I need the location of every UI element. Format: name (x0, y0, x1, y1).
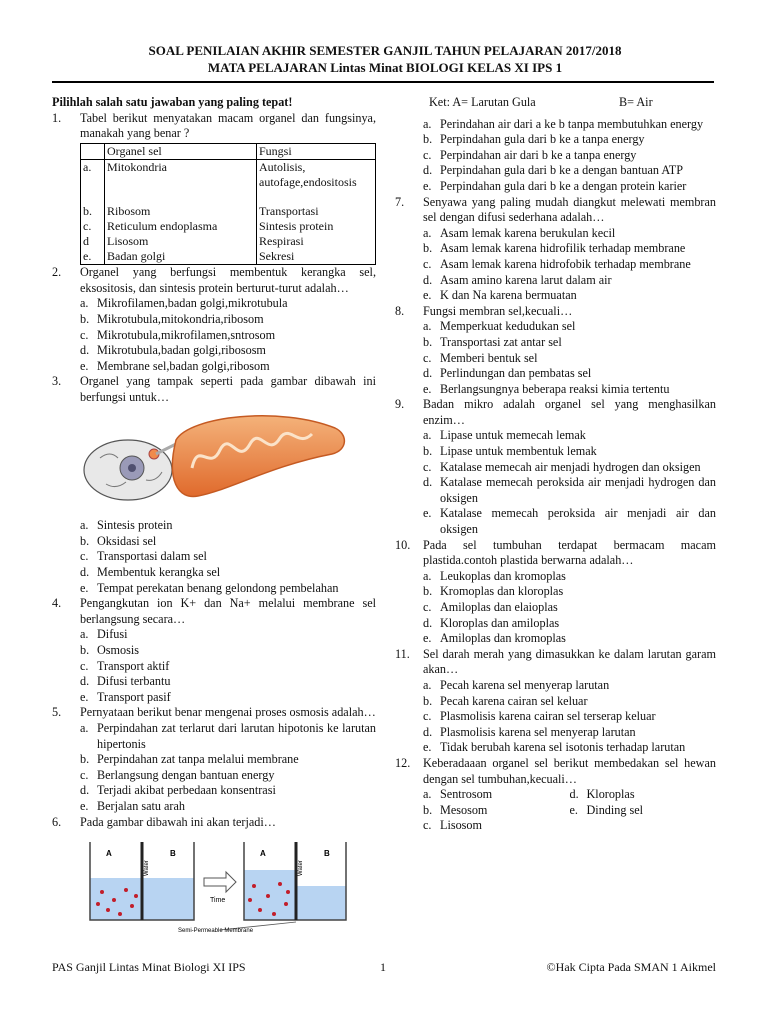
option-text: Berjalan satu arah (97, 798, 185, 813)
table-cell (81, 143, 105, 159)
solute-dot (106, 908, 110, 912)
question-text: Organel yang berfungsi membentuk kerangka sel, eksositosis, dan sintesis protein berturut-turut adalah… (80, 265, 376, 295)
option-letter: c. (80, 658, 89, 673)
option-text: Memperkuat kedudukan sel (440, 319, 576, 334)
table-header-fungsi: Fungsi (257, 143, 376, 159)
option-text: Mikrofilamen,badan golgi,mikrotubula (97, 296, 288, 311)
option-letter: c. (80, 327, 89, 342)
question-text: Pada sel tumbuhan terdapat bermacam macam plastida.contoh plastida berwarna adalah… (423, 537, 716, 568)
question-text: Keberadaaan organel sel berikut membedakan sel hewan dengan sel tumbuhan,kecuali… (423, 755, 716, 786)
table-row (81, 204, 376, 219)
option-text: Asam amino karena larut dalam air (440, 272, 612, 287)
document-header (40, 42, 730, 76)
solute-dot (252, 884, 256, 888)
option-c (395, 148, 716, 164)
option-text: Tempat perekatan benang gelondong pembelahan (97, 580, 339, 595)
table-cell: Autolisis, autofage,endositosis (257, 159, 376, 204)
option-letter: a. (80, 627, 89, 642)
option-a (395, 117, 716, 133)
option-letter: e. (423, 631, 432, 646)
option-a (52, 518, 376, 534)
option-letter: d. (423, 163, 433, 178)
option-a (423, 787, 570, 803)
option-e (395, 506, 716, 537)
solute-dot (278, 882, 282, 886)
question-4 (52, 596, 376, 627)
question-text: Fungsi membran sel,kecuali… (423, 303, 573, 318)
option-letter: c. (80, 767, 89, 782)
option-d (395, 616, 716, 632)
solute-dot (124, 888, 128, 892)
question-text: Badan mikro adalah organel sel yang menghasilkan enzim… (423, 397, 716, 427)
header-title: SOAL PENILAIAN AKHIR SEMESTER GANJIL TAHUN PELAJARAN 2017/2018 (148, 43, 622, 58)
option-c (52, 768, 376, 784)
question-text: Pengangkutan ion K+ dan Na+ melalui membrane sel berlangsung secara… (80, 596, 376, 626)
table-cell: Transportasi (257, 204, 376, 219)
option-e (52, 359, 376, 375)
option-b (395, 335, 716, 351)
water-fill-right-a (244, 870, 296, 920)
option-text: Amiloplas dan elaioplas (440, 600, 558, 614)
table-cell: Ribosom (105, 204, 257, 219)
solute-dot (248, 898, 252, 902)
option-text: Perpindahan gula dari b ke a dengan bantuan ATP (440, 163, 684, 178)
option-d (52, 674, 376, 690)
option-letter: a. (423, 225, 432, 240)
option-letter: a. (80, 296, 89, 311)
option-letter: e. (423, 288, 432, 303)
option-text: Membrane sel,badan golgi,ribosom (97, 358, 270, 373)
question-number: 1. (52, 110, 62, 125)
option-letter: b. (80, 533, 90, 548)
option-text: Mikrotubula,mikrofilamen,sntrosom (97, 327, 276, 342)
table-cell: d (81, 234, 105, 249)
solute-dot (266, 894, 270, 898)
question-7 (395, 195, 716, 226)
option-e (395, 288, 716, 304)
option-a (395, 678, 716, 694)
table-cell: Badan golgi (105, 249, 257, 265)
option-letter: a. (80, 518, 89, 533)
option-text: Perpindahan gula dari b ke a tanpa energy (440, 132, 645, 147)
question-text: Sel darah merah yang dimasukkan ke dalam larutan garam akan… (423, 646, 716, 677)
option-e (52, 690, 376, 706)
water-label-right: Water (298, 860, 304, 877)
option-c (395, 460, 716, 476)
option-letter: b. (423, 132, 433, 147)
option-text: Membentuk kerangka sel (97, 565, 221, 579)
option-letter: b. (423, 241, 433, 256)
option-letter: d. (423, 366, 433, 381)
question-11 (395, 647, 716, 678)
option-b (395, 444, 716, 460)
option-d (52, 783, 376, 799)
option-text: Mikrotubula,mitokondria,ribosom (97, 312, 264, 327)
option-letter: d. (80, 343, 90, 358)
option-letter: e. (423, 740, 432, 755)
option-text: Lipase untuk memecah lemak (440, 428, 586, 443)
option-text: Tidak berubah karena sel isotonis terhadap larutan (440, 740, 686, 755)
question-number: 4. (52, 596, 62, 611)
solute-dot (112, 898, 116, 902)
organel-table (80, 143, 376, 266)
question-number: 11. (395, 646, 410, 661)
option-b (52, 534, 376, 550)
option-letter: d. (80, 565, 90, 579)
option-row (395, 803, 716, 819)
option-text: Berlangsung dengan bantuan energy (97, 767, 275, 782)
question-3 (52, 374, 376, 405)
option-text: Oksidasi sel (97, 533, 157, 548)
question-text: Pada gambar dibawah ini akan terjadi… (80, 814, 276, 829)
option-letter: e. (423, 381, 432, 396)
nucleolus (128, 464, 136, 472)
option-c (395, 351, 716, 367)
solute-dot (96, 902, 100, 906)
option-d (395, 366, 716, 382)
option-text: Perindahan air dari a ke b tanpa membutuhkan energy (440, 116, 704, 131)
option-letter: b. (423, 584, 433, 599)
option-letter: e. (569, 802, 578, 817)
option-b (395, 694, 716, 710)
question-5 (52, 705, 376, 721)
question-number: 8. (395, 303, 405, 318)
option-b (52, 752, 376, 768)
footer-copyright: ©Hak Cipta Pada SMAN 1 Aikmel (546, 960, 716, 974)
option-letter: d. (569, 787, 579, 802)
option-text: Lisosom (440, 818, 482, 833)
option-letter: e. (423, 506, 432, 521)
table-cell: c. (81, 219, 105, 234)
option-text: Transport pasif (97, 689, 171, 704)
option-a (395, 226, 716, 242)
option-text: K dan Na karena bermuatan (440, 288, 577, 303)
option-letter: a. (80, 720, 89, 735)
option-letter: c. (80, 549, 89, 564)
option-letter: b. (80, 312, 90, 327)
option-letter: d. (423, 615, 433, 630)
option-letter: a. (423, 787, 432, 802)
option-letter: c. (423, 818, 432, 833)
option-c (395, 600, 716, 616)
option-letter: a. (423, 319, 432, 334)
option-text: Perpindahan gula dari b ke a dengan protein karier (440, 178, 687, 193)
right-column (395, 95, 716, 834)
option-c (423, 818, 573, 834)
option-e (395, 631, 716, 647)
option-text: Amiloplas dan kromoplas (440, 631, 566, 646)
question-number: 10. (395, 537, 411, 552)
option-text: Osmosis (97, 642, 139, 657)
table-row (81, 219, 376, 234)
solute-dot (272, 912, 276, 916)
option-d (570, 787, 717, 803)
water-label-left: Water (144, 860, 150, 877)
option-text: Perpindahan air dari b ke a tanpa energy (440, 147, 637, 162)
option-text: Asam lemak karena hidrofilik terhadap membrane (440, 241, 686, 256)
option-text: Kloroplas dan amiloplas (440, 615, 560, 630)
table-cell: Sintesis protein (257, 219, 376, 234)
table-cell: e. (81, 249, 105, 265)
option-letter: e. (423, 178, 432, 193)
option-letter: d. (423, 272, 433, 287)
option-text: Pecah karena sel menyerap larutan (440, 677, 610, 692)
solute-dot (100, 890, 104, 894)
question-12 (395, 756, 716, 787)
table-cell: a. (81, 159, 105, 204)
option-e (395, 740, 716, 756)
question-10 (395, 538, 716, 569)
option-letter: b. (423, 444, 433, 459)
question-text: Senyawa yang paling mudah diangkut melewati membran sel dengan difusi sederhana adalah… (423, 194, 716, 225)
option-b (423, 803, 570, 819)
key-b: B= Air (619, 95, 653, 109)
option-text: Asam lemak karena berukulan kecil (440, 225, 616, 240)
label-a-left: A (106, 849, 112, 859)
option-c (52, 659, 376, 675)
option-text: Katalase memecah air menjadi hydrogen dan oksigen (440, 459, 701, 474)
solute-dot (134, 894, 138, 898)
option-text: Perpindahan zat tanpa melalui membrane (97, 752, 299, 767)
option-text: Mikrotubula,badan golgi,ribososm (97, 343, 266, 358)
header-divider (52, 81, 714, 83)
option-c (395, 709, 716, 725)
question-text: Pernyataan berikut benar mengenai proses osmosis adalah… (80, 705, 376, 720)
option-letter: a. (423, 677, 432, 692)
table-cell: Mitokondria (105, 159, 257, 204)
option-text: Kloroplas (586, 787, 635, 802)
table-row (81, 249, 376, 265)
option-text: Katalase memecah peroksida air menjadi air dan oksigen (440, 506, 716, 537)
option-letter: e. (80, 358, 89, 373)
option-letter: b. (80, 642, 90, 657)
option-text: Asam lemak karena hidrofobik terhadap membrane (440, 256, 691, 271)
option-b (395, 241, 716, 257)
page-number: 1 (380, 960, 386, 974)
option-e (570, 803, 717, 819)
option-letter: c. (423, 600, 432, 614)
footer-title: PAS Ganjil Lintas Minat Biologi XI IPS (52, 960, 246, 974)
option-letter: c. (423, 147, 432, 162)
option-text: Lipase untuk membentuk lemak (440, 444, 597, 459)
option-b (395, 584, 716, 600)
option-letter: a. (423, 428, 432, 443)
option-e (395, 382, 716, 398)
option-letter: c. (423, 256, 432, 271)
option-e (52, 799, 376, 815)
question-text: Tabel berikut menyatakan macam organel dan fungsinya, manakah yang benar ? (80, 110, 376, 141)
solute-dot (130, 904, 134, 908)
table-row (81, 234, 376, 249)
option-letter: a. (423, 116, 432, 131)
option-d (395, 725, 716, 741)
label-b-right: B (324, 849, 330, 859)
question-1 (52, 111, 376, 142)
option-e (52, 581, 376, 597)
option-text: Transportasi zat antar sel (440, 334, 562, 349)
option-text: Plasmolisis karena cairan sel terserap keluar (440, 709, 656, 724)
question-number: 12. (395, 755, 411, 770)
option-a (395, 569, 716, 585)
option-d (52, 343, 376, 359)
option-text: Sintesis protein (97, 518, 173, 533)
table-cell: Sekresi (257, 249, 376, 265)
option-text: Memberi bentuk sel (440, 350, 538, 365)
option-text: Pecah karena cairan sel keluar (440, 693, 588, 708)
option-text: Katalase memecah peroksida air menjadi hydrogen dan oksigen (440, 475, 716, 505)
option-letter: b. (423, 334, 433, 349)
option-b (52, 312, 376, 328)
solute-dot (258, 908, 262, 912)
option-letter: d. (423, 724, 433, 739)
option-text: Kromoplas dan kloroplas (440, 584, 564, 599)
option-text: Difusi terbantu (97, 674, 171, 689)
option-c (52, 549, 376, 565)
option-letter: b. (423, 802, 433, 817)
question-8 (395, 304, 716, 320)
option-d (395, 163, 716, 179)
table-cell: b. (81, 204, 105, 219)
option-letter: b. (80, 752, 90, 767)
option-text: Mesosom (440, 802, 488, 817)
question-number: 5. (52, 705, 62, 720)
option-a (395, 319, 716, 335)
option-text: Plasmolisis karena sel menyerap larutan (440, 724, 636, 739)
label-a-right: A (260, 849, 266, 859)
option-letter: a. (423, 568, 432, 583)
option-d (395, 273, 716, 289)
table-header-organel: Organel sel (105, 143, 257, 159)
option-letter: d. (80, 674, 90, 689)
option-b (52, 643, 376, 659)
time-arrow (204, 872, 236, 892)
label-b-left: B (170, 849, 176, 859)
option-letter: e. (80, 580, 89, 595)
header-subtitle: MATA PELAJARAN Lintas Minat BIOLOGI KELAS XI IPS 1 (207, 60, 563, 75)
table-cell: Lisosom (105, 234, 257, 249)
osmosis-beaker-illustration (80, 834, 348, 934)
left-column (52, 95, 376, 943)
option-a (52, 627, 376, 643)
solute-dot (118, 912, 122, 916)
option-text: Terjadi akibat perbedaan konsentrasi (97, 783, 276, 798)
option-d (52, 565, 376, 581)
option-text: Perlindungan dan pembatas sel (440, 366, 592, 381)
option-letter: c. (423, 350, 432, 365)
option-c (52, 328, 376, 344)
instructions: Pilihlah salah satu jawaban yang paling tepat! (52, 95, 293, 109)
solute-dot (286, 890, 290, 894)
question-2 (52, 265, 376, 296)
option-a (52, 296, 376, 312)
option-text: Dinding sel (586, 802, 644, 817)
question-number: 6. (52, 814, 62, 829)
option-row (395, 818, 716, 834)
option-letter: c. (423, 709, 432, 724)
question-text: Organel yang tampak seperti pada gambar dibawah ini berfungsi untuk… (80, 374, 376, 405)
question-number: 7. (395, 194, 405, 209)
key-a: Ket: A= Larutan Gula (429, 95, 536, 109)
table-cell: Reticulum endoplasma (105, 219, 257, 234)
option-b (395, 132, 716, 148)
option-letter: c. (423, 459, 432, 474)
question-6 (52, 815, 376, 831)
option-text: Leukoplas dan kromoplas (440, 568, 566, 583)
option-letter: d. (80, 783, 90, 798)
time-label: Time (210, 897, 226, 905)
option-text: Difusi (97, 627, 128, 642)
mitochondria-illustration (80, 410, 350, 510)
option-letter: d. (423, 475, 433, 490)
option-text: Perpindahan zat terlarut dari larutan hipotonis ke larutan hipertonis (97, 720, 376, 751)
option-d (395, 475, 716, 506)
question-number: 3. (52, 374, 62, 389)
membrane-label: Semi-Permeable Membrane (178, 928, 254, 935)
option-letter: e. (80, 689, 89, 704)
table-cell: Respirasi (257, 234, 376, 249)
option-text: Transportasi dalam sel (97, 549, 207, 564)
option-text: Berlangsungnya beberapa reaksi kimia tertentu (440, 381, 670, 396)
table-header-row (81, 143, 376, 159)
water-fill-right-b (296, 886, 346, 920)
option-a (52, 721, 376, 752)
option-text: Sentrosom (440, 787, 493, 802)
option-e (395, 179, 716, 195)
option-text: Transport aktif (97, 658, 170, 673)
solute-dot (284, 902, 288, 906)
option-row (395, 787, 716, 803)
option-c (395, 257, 716, 273)
figure-key (429, 95, 716, 111)
option-letter: b. (423, 693, 433, 708)
table-row (81, 159, 376, 204)
question-number: 9. (395, 397, 405, 412)
option-letter: e. (80, 798, 89, 813)
question-9 (395, 397, 716, 428)
question-number: 2. (52, 265, 62, 280)
option-a (395, 428, 716, 444)
